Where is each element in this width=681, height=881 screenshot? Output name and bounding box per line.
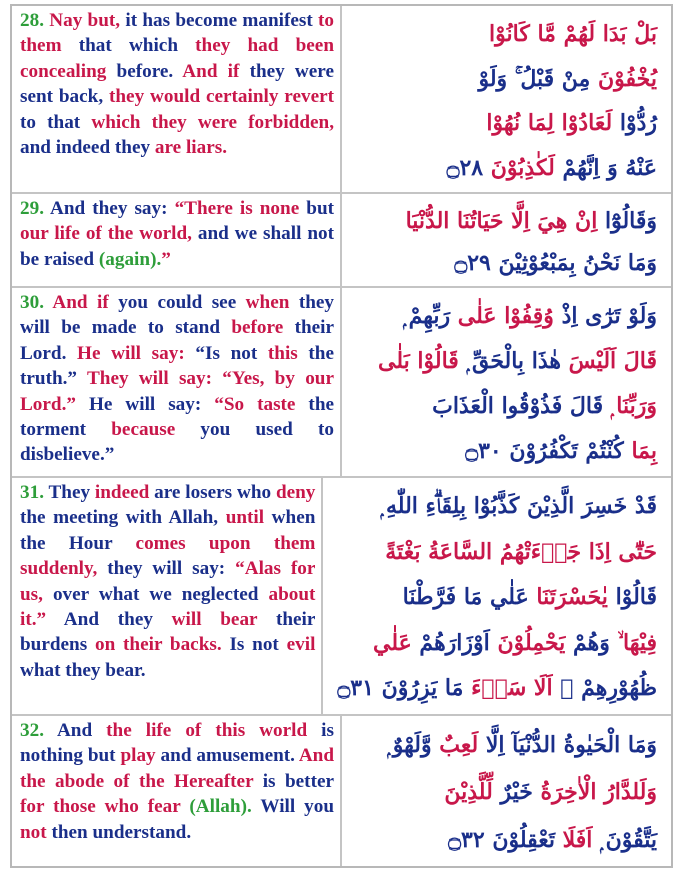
- english-segment: the meeting with Allah,: [20, 507, 226, 529]
- english-segment: their Lord.: [20, 317, 334, 364]
- english-segment: is nothing but: [20, 720, 334, 767]
- english-segment: And if: [52, 292, 109, 313]
- english-segment: “Alas for us,: [20, 558, 316, 605]
- verse-table: [10, 4, 673, 868]
- arabic-segment: وَمَا الْحَيٰوةُ الدُّنْيَآ اِلَّا: [478, 732, 657, 758]
- english-segment: And they: [46, 609, 172, 631]
- arabic-line: [356, 339, 657, 384]
- arabic-line: [337, 575, 657, 621]
- verse-row-28: [12, 6, 671, 192]
- arabic-segment: قَدْ خَسِرَ الَّذِيْنَ كَذَّبُوْا بِلِقَاۗءِ اللّٰهِ ۭ: [380, 493, 657, 519]
- english-segment: about it.”: [20, 583, 316, 631]
- english-segment: it has become manifest: [120, 10, 319, 31]
- english-segment: when: [245, 292, 290, 313]
- english-segment: but: [299, 198, 335, 219]
- arabic-text: [342, 288, 671, 476]
- arabic-segment: ظُهُوْرِهِمْ ۭ: [560, 675, 657, 702]
- english-translation: [12, 194, 342, 286]
- arabic-line: [356, 384, 657, 429]
- english-segment: (Allah).: [189, 796, 252, 818]
- arabic-segment: يَتَّقُوْنَ ۭ: [600, 826, 657, 853]
- arabic-line: [337, 666, 657, 712]
- english-segment: Nay but,: [49, 10, 121, 31]
- arabic-segment: لَكٰذِبُوْنَ: [490, 154, 555, 181]
- english-segment: “So taste: [214, 393, 296, 415]
- arabic-segment: يَحْمِلُوْنَ: [497, 629, 566, 656]
- arabic-line: [356, 294, 657, 339]
- english-segment: they would certainly revert: [109, 86, 334, 108]
- verse-number: 30.: [20, 292, 44, 313]
- arabic-segment: رُدُّوْا: [619, 110, 657, 136]
- english-segment: our life of the world,: [20, 223, 192, 245]
- arabic-text: [342, 194, 671, 286]
- verse-number: 28.: [20, 10, 44, 31]
- english-segment: And they say:: [49, 198, 175, 219]
- verse-row-32: [12, 714, 671, 866]
- arabic-segment: لَعَادُوْا لِمَا نُهُوْا: [486, 110, 620, 136]
- arabic-segment: يٰحَسْرَتَنَا: [536, 584, 608, 611]
- english-segment: over what we neglected: [42, 583, 269, 605]
- arabic-segment: وَقَالُوْٓا: [597, 208, 657, 234]
- english-segment: evil: [286, 634, 316, 656]
- english-segment: and indeed they: [20, 137, 155, 159]
- english-segment: before: [231, 317, 284, 339]
- arabic-segment: يُخْفُوْنَ: [598, 65, 657, 92]
- english-segment: not: [20, 821, 47, 843]
- english-segment: on their backs.: [94, 634, 222, 656]
- english-segment: Will you: [251, 796, 334, 818]
- arabic-segment: لِّلَّذِيْنَ: [444, 779, 501, 806]
- arabic-segment: بِمَا: [623, 438, 657, 464]
- arabic-segment: اَلَا سَاۗءَ: [471, 675, 561, 702]
- english-translation: [12, 716, 342, 866]
- arabic-segment: فِيْهَا ۙ: [609, 629, 657, 656]
- arabic-segment: وُقِفُوْا عَلٰى: [457, 303, 554, 329]
- english-segment: they will be made to stand: [20, 292, 335, 339]
- arabic-line: [356, 242, 657, 284]
- arabic-segment: بَلْ بَدَا لَهُمْ مَّا كَانُوْا: [489, 21, 657, 47]
- arabic-line: [356, 57, 657, 102]
- arabic-segment: حَتّٰٓى اِذَا جَاۗءَتْهُمُ السَّاعَةُ بَغْتَةً: [385, 538, 657, 565]
- arabic-segment: عَنْهُ وَ اِنَّهُمْ: [554, 154, 657, 181]
- arabic-segment: اِنْ هِيَ اِلَّا حَيَاتُنَا الدُّنْيَا: [405, 208, 598, 234]
- arabic-segment: رَبِّهِمْ ۭ: [403, 303, 458, 329]
- english-translation: [12, 478, 323, 714]
- arabic-text: [342, 6, 671, 192]
- arabic-line: [356, 817, 657, 864]
- arabic-segment: خَيْرٌ: [500, 779, 533, 806]
- verse-number: 32.: [20, 720, 44, 741]
- english-segment: And the abode of the Hereafter: [20, 745, 335, 792]
- arabic-line: [356, 769, 657, 816]
- english-segment: They will say: “Yes, by our Lord.”: [20, 368, 334, 415]
- arabic-segment: قَالَ اَلَيْسَ: [560, 348, 657, 374]
- arabic-segment: وَمَا نَحْنُ بِمَبْعُوْثِيْنَ ۝٢٩: [454, 250, 657, 276]
- arabic-line: [356, 146, 657, 191]
- english-segment: They: [48, 482, 95, 503]
- verse-number: 31.: [20, 482, 44, 503]
- arabic-text: [342, 716, 671, 866]
- english-segment: what they bear.: [20, 659, 146, 681]
- english-segment: their burdens: [20, 609, 316, 656]
- english-translation: [12, 6, 342, 192]
- english-segment: are liars.: [154, 137, 227, 159]
- arabic-line: [337, 484, 657, 530]
- arabic-segment: وَلَوْ تَرٰٓى اِذْ: [553, 303, 657, 329]
- english-segment: the torment: [20, 393, 335, 441]
- english-segment: He will say:: [77, 342, 185, 364]
- verse-row-31: [12, 476, 671, 714]
- arabic-text: [323, 478, 671, 714]
- english-segment: you could see: [108, 292, 246, 313]
- english-segment: And: [56, 720, 107, 741]
- english-segment: And if: [182, 60, 240, 82]
- arabic-line: [337, 621, 657, 667]
- english-segment: play: [120, 745, 156, 767]
- english-segment: (again).: [98, 248, 162, 270]
- english-segment: to them: [20, 10, 334, 57]
- arabic-segment: قَالُوْا: [607, 584, 657, 611]
- arabic-line: [356, 200, 657, 242]
- english-segment: is better: [253, 770, 334, 792]
- english-segment: the truth.”: [20, 342, 334, 390]
- english-segment: for those who fear: [20, 796, 181, 818]
- arabic-segment: وَلَلدَّارُ الْاٰخِرَةُ: [532, 779, 657, 806]
- arabic-segment: وَّلَهْوٌ ۭ: [387, 732, 440, 758]
- arabic-segment: اَفَلَا: [555, 826, 601, 853]
- verse-number: 29.: [20, 198, 44, 219]
- english-segment: you used to disbelieve.”: [20, 419, 334, 466]
- english-segment: and we shall not be raised: [20, 223, 334, 270]
- english-segment: comes upon them suddenly,: [20, 532, 316, 580]
- english-segment: deny: [275, 482, 316, 503]
- english-segment: which they were forbidden,: [91, 111, 334, 133]
- english-segment: the life of this world: [106, 720, 308, 741]
- arabic-segment: كُنْتُمْ تَكْفُرُوْنَ ۝٣٠: [465, 438, 624, 464]
- english-segment: He will say:: [75, 393, 215, 415]
- arabic-segment: وَرَبِّنَا ۭ: [610, 393, 657, 419]
- english-segment: are losers who: [149, 482, 276, 503]
- arabic-line: [337, 530, 657, 576]
- english-segment: this: [267, 342, 298, 364]
- arabic-segment: وَهُمْ: [565, 629, 610, 656]
- arabic-segment: لَعِبٌ: [439, 732, 479, 758]
- english-segment: they were sent back,: [20, 60, 334, 108]
- english-segment: indeed: [94, 482, 150, 503]
- arabic-segment: عَلٰي مَا فَرَّطْنَا: [402, 584, 537, 611]
- english-segment: because: [111, 419, 176, 441]
- english-segment: that which: [61, 35, 196, 57]
- arabic-segment: مِنْ قَبْلُ ۚ وَلَوْ: [478, 65, 599, 92]
- english-segment: then understand.: [46, 821, 192, 843]
- arabic-segment: عَلٰي: [373, 629, 412, 656]
- english-segment: “Is not: [184, 342, 268, 364]
- english-segment: to that: [20, 111, 92, 133]
- english-segment: Is not: [221, 634, 287, 656]
- arabic-line: [356, 429, 657, 474]
- arabic-segment: هٰذَا بِالْحَقِّ ۭ: [466, 348, 561, 374]
- english-translation: [12, 288, 342, 476]
- arabic-segment: ۝٢٨: [446, 154, 491, 181]
- english-segment: before.: [106, 60, 183, 82]
- arabic-line: [356, 722, 657, 769]
- arabic-line: [356, 12, 657, 57]
- verse-row-29: [12, 192, 671, 286]
- english-segment: when the Hour: [20, 507, 316, 554]
- arabic-segment: مَا يَزِرُوْنَ ۝٣١: [337, 675, 472, 702]
- arabic-line: [356, 101, 657, 146]
- english-segment: “There is none: [174, 198, 300, 219]
- verse-row-30: [12, 286, 671, 476]
- arabic-segment: قَالُوْا بَلٰى: [378, 348, 467, 374]
- english-segment: until: [225, 507, 265, 529]
- english-segment: they had been concealing: [20, 35, 334, 82]
- arabic-segment: اَوْزَارَهُمْ: [411, 629, 498, 656]
- arabic-segment: تَعْقِلُوْنَ ۝٣٢: [448, 826, 555, 853]
- english-segment: they will say:: [97, 558, 236, 580]
- english-segment: and amusement.: [155, 745, 299, 767]
- english-segment: will bear: [171, 609, 258, 631]
- arabic-segment: قَالَ فَذُوْقُوا الْعَذَابَ: [432, 393, 611, 419]
- english-segment: ”: [161, 248, 171, 270]
